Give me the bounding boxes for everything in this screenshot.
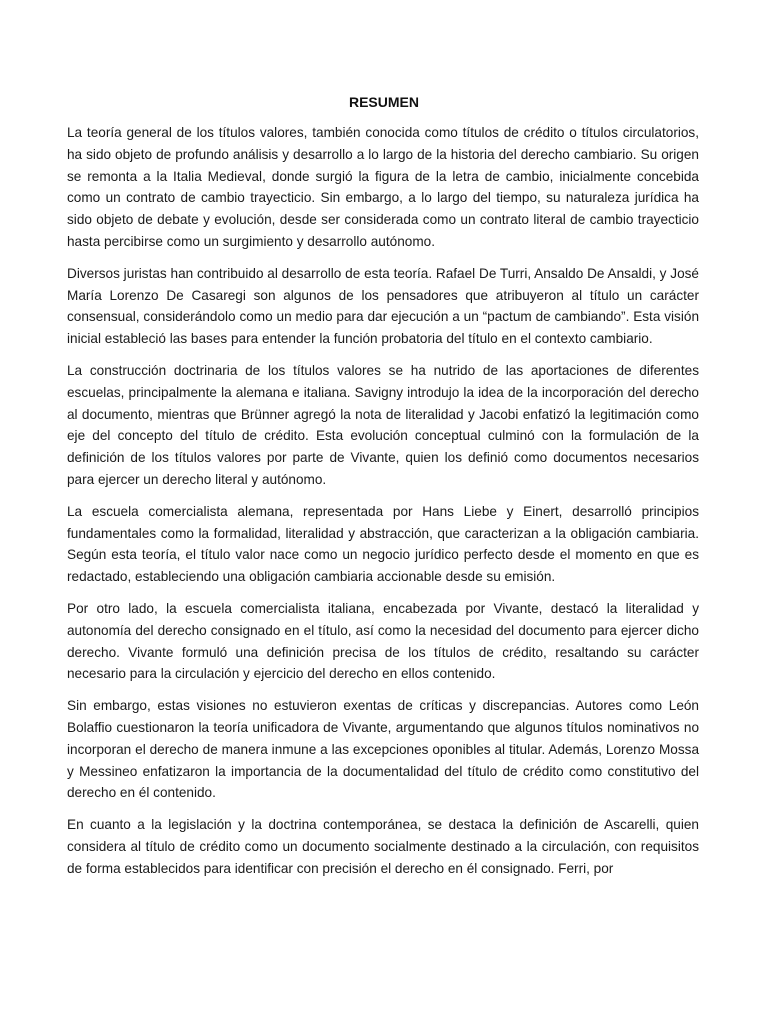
paragraph-1: La teoría general de los títulos valores, también conocida como títulos de crédito o títulos circulatorios, ha sido objeto de profundo análisis y desarrollo a lo largo de la historia del derecho cambiario. Su origen se remonta a la Italia Medieval, donde surgió la figura de la letra de cambio, inicialmente concebida como un contrato de cambio trayecticio. Sin embargo, a lo largo del tiempo, su naturaleza jurídica ha sido objeto de debate y evolución, desde ser considerada como un contrato literal de cambio trayecticio hasta percibirse como un surgimiento y desarrollo autónomo. [67, 125, 699, 249]
document-body [67, 122, 699, 890]
paragraph-6: Sin embargo, estas visiones no estuvieron exentas de críticas y discrepancias. Autores como León Bolaffio cuestionaron la teoría unificadora de Vivante, argumentando que algunos títulos nominativos no incorporan el derecho de manera inmune a las excepciones oponibles al titular. Además, Lorenzo Mossa y Messineo enfatizaron la importancia de la documentalidad del título de crédito como constitutivo del derecho en él contenido. [67, 698, 699, 801]
paragraph-4: La escuela comercialista alemana, representada por Hans Liebe y Einert, desarrolló principios fundamentales como la formalidad, literalidad y abstracción, que caracterizan a la obligación cambiaria. Según esta teoría, el título valor nace como un negocio jurídico perfecto desde el momento en que es redactado, estableciendo una obligación cambiaria accionable desde su emisión. [67, 503, 699, 585]
paragraph-3: La construcción doctrinaria de los títulos valores se ha nutrido de las aportaciones de diferentes escuelas, principalmente la alemana e italiana. Savigny introdujo la idea de la incorporación del derecho al documento, mientras que Brünner agregó la nota de literalidad y Jacobi enfatizó la legitimación como eje del concepto del título de crédito. Esta evolución conceptual culminó con la formulación de la definición de los títulos valores por parte de Vivante, quien los definió como documentos necesarios para ejercer un derecho literal y autónomo. [67, 362, 699, 487]
document-title: RESUMEN [348, 94, 419, 110]
paragraph-7: En cuanto a la legislación y la doctrina contemporánea, se destaca la definición de Ascarelli, quien considera al título de crédito como un documento socialmente destinado a la circulación, con requisitos de forma establecidos para identificar con precisión el derecho en él consignado. Ferri, por [67, 817, 699, 876]
paragraph-5: Por otro lado, la escuela comercialista italiana, encabezada por Vivante, destacó la literalidad y autonomía del derecho consignado en el título, así como la necesidad del documento para ejercer dicho derecho. Vivante formuló una definición precisa de los títulos de crédito, resaltando su carácter necesario para la circulación y ejercicio del derecho en ellos contenido. [67, 600, 699, 682]
paragraph-2: Diversos juristas han contribuido al desarrollo de esta teoría. Rafael De Turri, Ansaldo De Ansaldi, y José María Lorenzo De Casaregi son algunos de los pensadores que atribuyeron al título un carácter consensual, considerándolo como un medio para dar ejecución a un “pactum de cambiando”. Esta visión inicial estableció las bases para entender la función probatoria del título en el contexto cambiario. [67, 265, 699, 347]
